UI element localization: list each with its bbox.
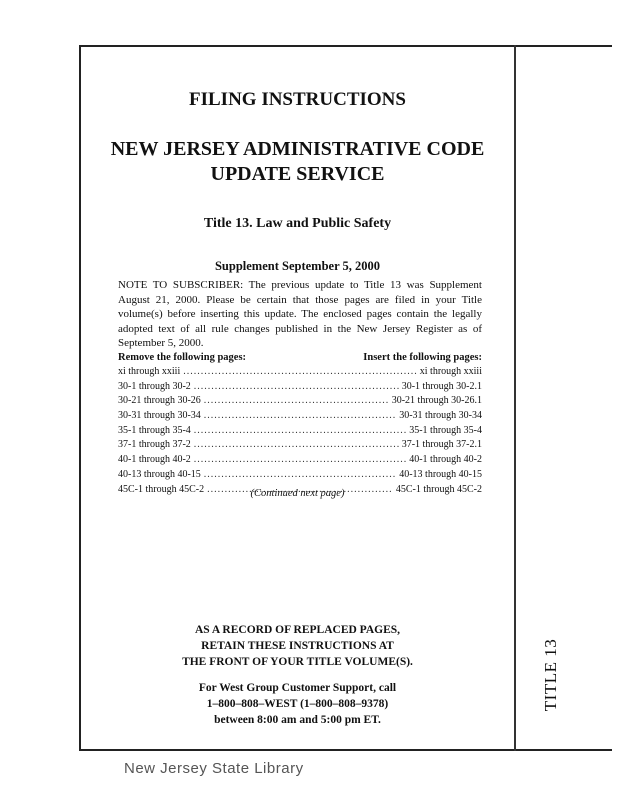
pages-table xyxy=(118,366,482,498)
remove-range: 37-1 through 37-2 xyxy=(118,439,191,451)
insert-range: 30-21 through 30-26.1 xyxy=(391,395,482,407)
record-line-1: AS A RECORD OF REPLACED PAGES, xyxy=(194,624,401,636)
continued-note: (Continued next page) xyxy=(250,488,345,499)
insert-range: 45C-1 through 45C-2 xyxy=(395,483,482,495)
dot-leader xyxy=(183,366,417,377)
tab-divider-line xyxy=(514,45,516,751)
customer-support xyxy=(81,680,514,728)
dot-leader xyxy=(194,454,406,465)
dot-leader xyxy=(194,381,399,392)
remove-range: 30-21 through 30-26 xyxy=(118,395,201,407)
insert-pages-heading: Insert the following pages: xyxy=(363,352,482,363)
table-row xyxy=(118,454,482,469)
table-row xyxy=(118,469,482,484)
dot-leader xyxy=(204,395,389,406)
insert-range: 40-13 through 40-15 xyxy=(399,468,482,480)
library-stamp: New Jersey State Library xyxy=(124,760,304,777)
page-frame-bottom xyxy=(79,749,612,751)
support-hours: between 8:00 am and 5:00 pm ET. xyxy=(214,714,381,726)
remove-pages-heading: Remove the following pages: xyxy=(118,352,247,363)
table-row xyxy=(118,395,482,410)
dot-leader xyxy=(194,439,399,450)
insert-range: 30-1 through 30-2.1 xyxy=(401,380,482,392)
record-line-3: THE FRONT OF YOUR TITLE VOLUME(S). xyxy=(182,656,413,668)
insert-range: xi through xxiii xyxy=(419,366,482,377)
dot-leader xyxy=(204,410,396,421)
record-line-2: RETAIN THESE INSTRUCTIONS AT xyxy=(201,640,394,652)
insert-range: 30-31 through 30-34 xyxy=(399,410,482,422)
dot-leader xyxy=(194,425,406,436)
title-tab-label: TITLE 13 xyxy=(541,638,561,712)
title-tab xyxy=(536,630,566,720)
pages-table-header xyxy=(118,352,482,363)
page-title: FILING INSTRUCTIONS xyxy=(189,89,406,110)
title-subtitle: Title 13. Law and Public Safety xyxy=(203,216,392,231)
code-title-line-2: UPDATE SERVICE xyxy=(210,163,385,185)
insert-range: 35-1 through 35-4 xyxy=(409,424,482,436)
insert-range: 40-1 through 40-2 xyxy=(409,454,482,466)
code-title-line-1: NEW JERSEY ADMINISTRATIVE CODE xyxy=(110,138,485,160)
table-row xyxy=(118,439,482,454)
table-row xyxy=(118,425,482,440)
table-row xyxy=(118,410,482,425)
remove-range: 45C-1 through 45C-2 xyxy=(118,483,205,495)
remove-range: 30-1 through 30-2 xyxy=(118,380,191,392)
support-line-1: For West Group Customer Support, call xyxy=(198,682,397,694)
remove-range: 40-1 through 40-2 xyxy=(118,454,191,466)
record-instructions xyxy=(81,622,514,670)
remove-range: xi through xxiii xyxy=(118,366,181,377)
table-row xyxy=(118,366,482,381)
code-title xyxy=(81,137,514,187)
support-phone: 1–800–808–WEST (1–800–808–9378) xyxy=(206,698,389,710)
supplement-date: Supplement September 5, 2000 xyxy=(214,259,381,273)
remove-range: 40-13 through 40-15 xyxy=(118,468,201,480)
page-frame-top xyxy=(79,45,612,47)
remove-range: 35-1 through 35-4 xyxy=(118,424,191,436)
remove-range: 30-31 through 30-34 xyxy=(118,410,201,422)
subscriber-note: NOTE TO SUBSCRIBER: The previous update to Title 13 was Supplement August 21, 2000. Please be certain that those pages are filed in your Title volume(s) before inserting this update. The enclosed pages contain the legally adopted text of all rule changes published in the New Jersey Register as of September 5, 2000. xyxy=(118,279,482,349)
dot-leader xyxy=(204,469,396,480)
insert-range: 37-1 through 37-2.1 xyxy=(401,439,482,451)
table-row xyxy=(118,381,482,396)
